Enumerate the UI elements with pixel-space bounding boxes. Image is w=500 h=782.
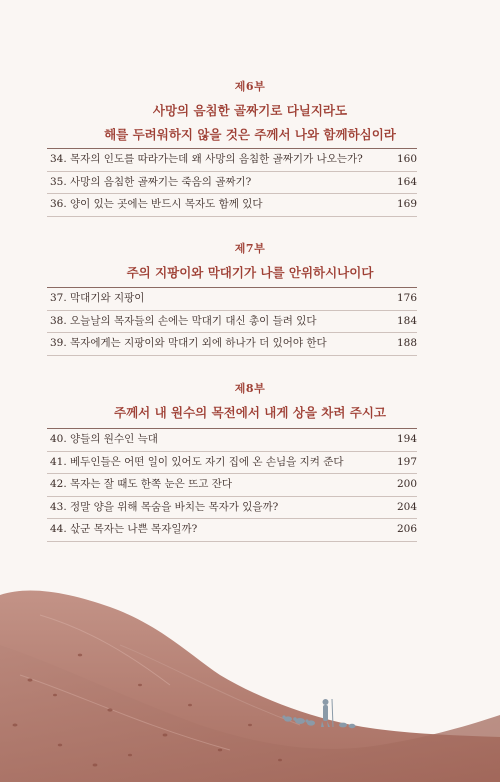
toc-entry-page: 184 [396, 314, 417, 327]
toc-list-part-7 [47, 287, 417, 356]
part-title-line: 주께서 내 원수의 목전에서 내게 상을 차려 주시고 [114, 405, 386, 420]
desert-hill-illustration [0, 585, 500, 782]
part-7-heading [0, 240, 500, 285]
part-title-line: 주의 지팡이와 막대기가 나를 안위하시나이다 [126, 265, 374, 280]
toc-entry[interactable] [47, 474, 417, 497]
toc-entry-title: 34. 목자의 인도를 따라가는데 왜 사망의 음침한 골짜기가 나오는가? [50, 153, 363, 165]
toc-entry[interactable] [47, 429, 417, 452]
toc-entry[interactable] [47, 519, 417, 542]
toc-entry[interactable] [47, 149, 417, 172]
toc-entry-page: 164 [396, 175, 417, 188]
toc-entry[interactable] [47, 333, 417, 356]
toc-entry[interactable] [47, 172, 417, 195]
toc-entry-title: 36. 양이 있는 곳에는 반드시 목자도 함께 있다 [50, 198, 263, 210]
part-label: 제8부 [234, 382, 266, 395]
part-label: 제7부 [234, 242, 266, 255]
toc-entry-title: 35. 사망의 음침한 골짜기는 죽음의 골짜기? [50, 175, 252, 188]
toc-entry-page: 176 [396, 292, 417, 304]
toc-entry-page: 160 [396, 153, 417, 165]
part-title-line: 사망의 음침한 골짜기로 다닐지라도 [152, 103, 348, 118]
toc-entry[interactable] [47, 288, 417, 311]
toc-entry-title: 38. 오늘날의 목자들의 손에는 막대기 대신 총이 들려 있다 [50, 314, 317, 327]
toc-entry-title: 44. 삯군 목자는 나쁜 목자일까? [50, 523, 198, 535]
toc-entry-page: 197 [396, 455, 417, 468]
toc-entry-title: 43. 정말 양을 위해 목숨을 바치는 목자가 있을까? [50, 500, 279, 513]
toc-entry[interactable] [47, 194, 417, 217]
toc-entry-page: 206 [396, 523, 417, 535]
toc-entry[interactable] [47, 311, 417, 334]
toc-entry-title: 42. 목자는 잘 때도 한쪽 눈은 뜨고 잔다 [50, 478, 233, 490]
part-8-heading [0, 380, 500, 425]
toc-entry-title: 37. 막대기와 지팡이 [50, 292, 145, 304]
toc-entry-page: 188 [396, 337, 417, 349]
toc-entry-title: 39. 목자에게는 지팡이와 막대기 외에 하나가 더 있어야 한다 [50, 337, 327, 349]
toc-entry[interactable] [47, 452, 417, 475]
toc-entry-page: 200 [396, 478, 417, 490]
toc-list-part-6 [47, 148, 417, 217]
toc-entry-page: 194 [396, 433, 417, 445]
part-label: 제6부 [234, 80, 266, 93]
part-6-heading [0, 78, 500, 147]
toc-entry[interactable] [47, 497, 417, 520]
toc-entry-title: 40. 양들의 원수인 늑대 [50, 433, 158, 445]
toc-entry-page: 169 [396, 198, 417, 210]
toc-entry-page: 204 [396, 500, 417, 513]
part-title-line: 해를 두려워하지 않을 것은 주께서 나와 함께하심이라 [104, 127, 396, 142]
toc-entry-title: 41. 베두인들은 어떤 일이 있어도 자기 집에 온 손님을 지켜 준다 [50, 455, 344, 468]
toc-list-part-8 [47, 428, 417, 542]
